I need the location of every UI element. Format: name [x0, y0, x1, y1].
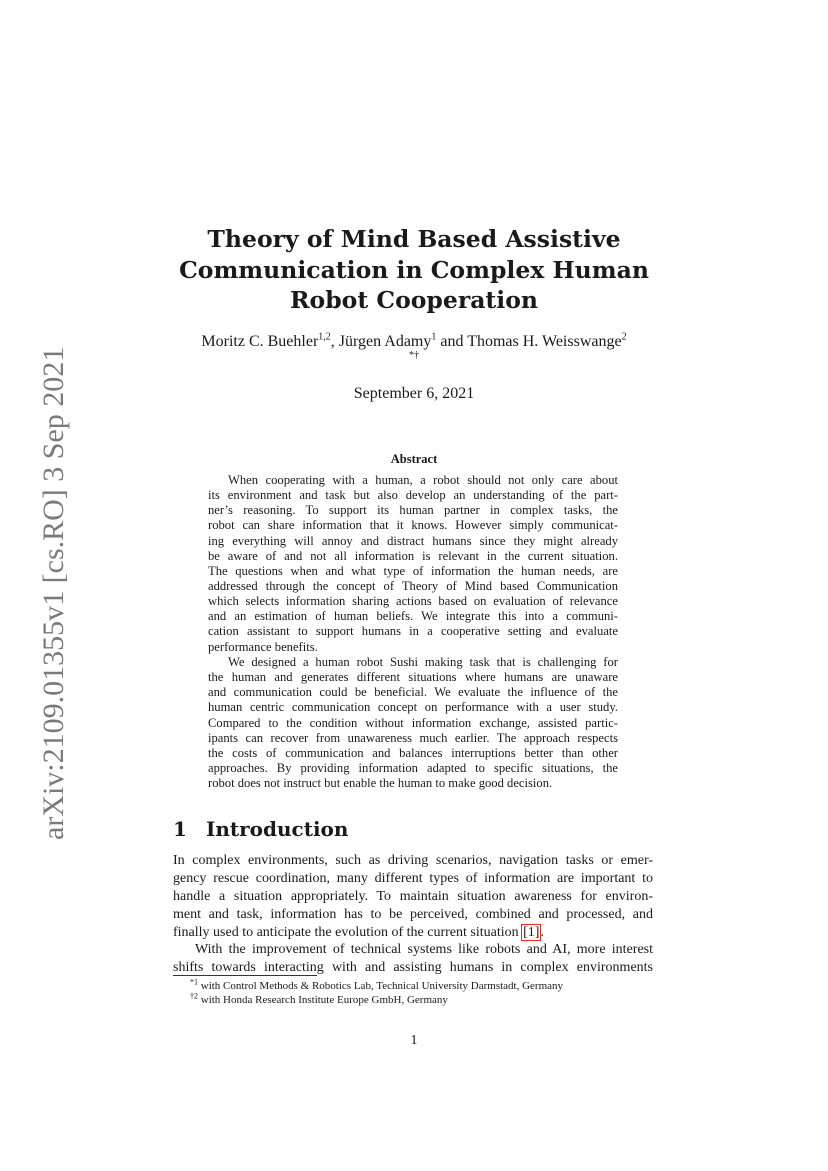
abstract-line: its environment and task but also develop an understanding of the part-	[208, 488, 618, 503]
abstract-line: approaches. By providing information adapted to specific situations, the	[208, 760, 618, 775]
author-footnote-marks: *†	[409, 350, 419, 361]
abstract-line: the costs of communication and balances interruptions better than other	[208, 745, 618, 760]
abstract-line: The questions when and what type of information the human needs, are	[208, 563, 618, 578]
abstract-line: which selects information sharing actions based on evaluation of relevance	[208, 594, 618, 609]
abstract-heading: Abstract	[390, 452, 438, 466]
intro-paragraph-2	[173, 941, 653, 977]
publication-date: September 6, 2021	[353, 385, 475, 402]
title-line-3: Robot Cooperation	[290, 286, 538, 314]
footnote-1-text: with Control Methods & Robotics Lab, Technical University Darmstadt, Germany	[198, 980, 564, 992]
abstract-line: We designed a human robot Sushi making task that is challenging for	[228, 655, 618, 669]
abstract-line: When cooperating with a human, a robot should not only care about	[228, 473, 618, 487]
abstract-line: robot can share information that it knows. However simply communicat-	[208, 518, 618, 533]
title-line-2: Communication in Complex Human	[179, 255, 649, 284]
footnote-2-mark: †2	[190, 991, 198, 1001]
footnote-1-mark: *1	[190, 977, 198, 987]
abstract-paragraph-1	[208, 473, 618, 655]
abstract-line: and an estimation of human beliefs. We integrate this into a communi-	[208, 609, 618, 624]
abstract-line: be aware of and not all information is relevant in the current situation.	[208, 548, 618, 563]
footnote-2	[190, 991, 448, 1006]
intro-paragraph-1	[173, 852, 653, 941]
abstract-line: ipants can recover from unawareness much earlier. The approach respects	[208, 730, 618, 745]
author-1-name: Moritz C. Buehler	[201, 333, 319, 350]
arxiv-identifier-stamp: arXiv:2109.01355v1 [cs.RO] 3 Sep 2021	[37, 346, 70, 840]
title-line-1: Theory of Mind Based Assistive	[207, 225, 621, 253]
abstract-line: cation assistant to support humans in a cooperative setting and evaluate	[208, 624, 618, 639]
body-line: handle a situation appropriately. To maintain situation awareness for environ-	[173, 888, 653, 904]
section-title: Introduction	[206, 817, 349, 841]
body-line: shifts towards interacting with and assisting humans in complex environments	[173, 959, 653, 975]
abstract-line: ing everything will annoy and distract humans since they might already	[208, 533, 618, 548]
abstract-line: ner’s reasoning. To support its human partner in complex tasks, the	[208, 503, 618, 518]
footnote-2-text: with Honda Research Institute Europe GmbH, Germany	[198, 994, 448, 1006]
abstract-line: robot does not instruct but enable the human to make good decision.	[208, 776, 553, 791]
paper-title	[150, 224, 678, 316]
author-3-affiliation: 2	[621, 331, 627, 343]
citation-link[interactable]: [1]	[523, 924, 540, 940]
section-number: 1	[173, 817, 187, 841]
body-line: With the improvement of technical systems like robots and AI, more interest	[195, 942, 653, 957]
footnote-1	[190, 977, 564, 992]
author-3-name: and Thomas H. Weisswange	[436, 333, 622, 350]
body-line-text: finally used to anticipate the evolution of the current situation	[173, 924, 523, 940]
abstract-line: human centric communication concept on performance with a user study.	[208, 700, 618, 715]
body-line: gency rescue coordination, many different types of information are important to	[173, 870, 653, 886]
body-line	[173, 924, 653, 942]
abstract-line: and communication could be beneficial. We evaluate the influence of the	[208, 685, 618, 700]
body-line-text: .	[540, 924, 544, 940]
abstract-paragraph-2	[208, 655, 618, 791]
author-1-affiliation: 1,2	[318, 331, 331, 343]
abstract-line: the human and generates different situations where humans are unaware	[208, 670, 618, 685]
footnote-divider	[173, 975, 317, 976]
body-line: ment and task, information has to be perceived, combined and processed, and	[173, 906, 653, 922]
abstract-line: Compared to the condition without information exchange, assisted partic-	[208, 715, 618, 730]
author-2-affiliation: 1	[431, 331, 437, 343]
section-heading-introduction	[173, 817, 348, 841]
abstract-line: addressed through the concept of Theory of Mind based Communication	[208, 578, 618, 593]
page-number: 1	[410, 1033, 418, 1048]
abstract-line: performance benefits.	[208, 639, 318, 654]
author-2-name: , Jürgen Adamy	[330, 333, 432, 350]
body-line: In complex environments, such as driving scenarios, navigation tasks or emer-	[173, 853, 653, 868]
